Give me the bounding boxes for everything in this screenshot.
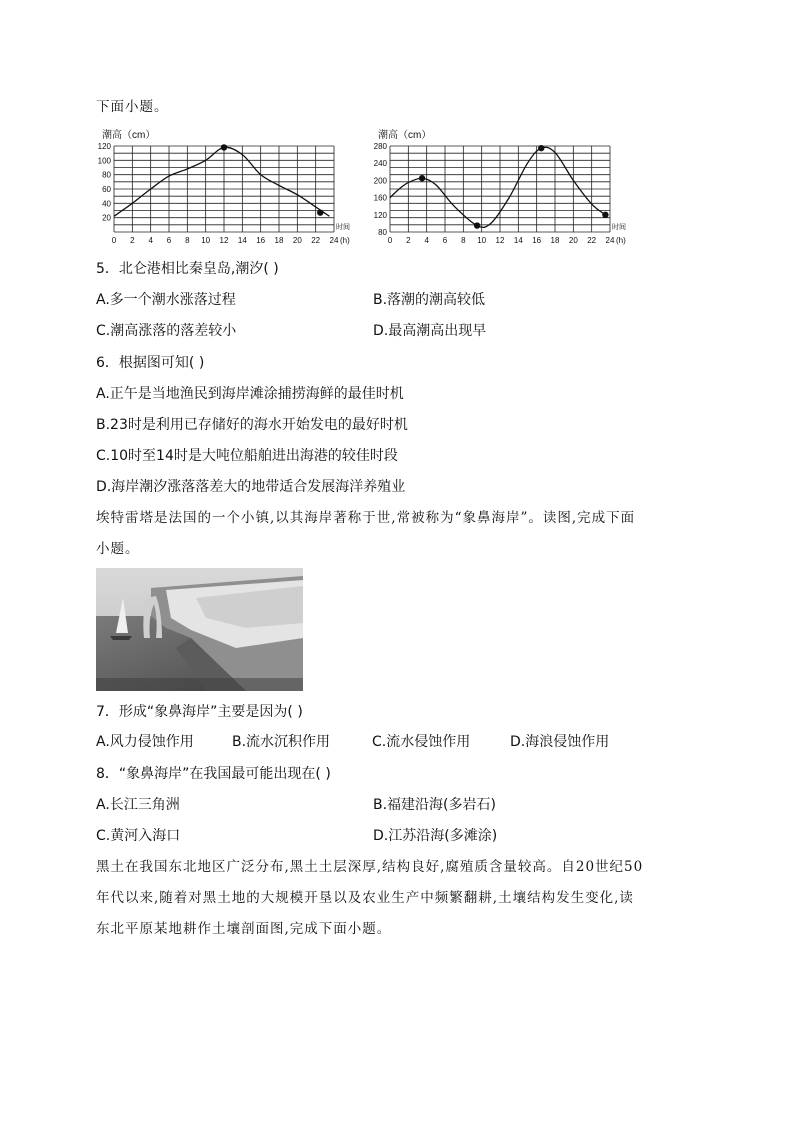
q6-option-d[interactable]: D.海岸潮汐涨落落差大的地带适合发展海洋养殖业 <box>96 479 406 495</box>
q5-option-d[interactable]: D.最高潮高出现早 <box>373 323 487 339</box>
tide-extreme-point <box>602 212 608 218</box>
y-tick-label: 240 <box>373 159 387 169</box>
x-axis-label-top: 时间 <box>612 224 626 231</box>
y-tick-label: 20 <box>102 213 111 223</box>
x-tick-label: 16 <box>256 236 266 245</box>
y-tick-label: 200 <box>373 176 387 186</box>
x-tick-label: 8 <box>185 236 190 245</box>
x-tick-label: 6 <box>166 236 172 245</box>
q8-option-b[interactable]: B.福建沿海(多岩石) <box>373 797 496 813</box>
tide-chart-left <box>92 128 354 248</box>
x-tick-label: 18 <box>550 236 560 245</box>
passage3-line3: 东北平原某地耕作土壤剖面图,完成下面小题。 <box>96 921 392 937</box>
q7-option-b[interactable]: B.流水沉积作用 <box>232 734 331 750</box>
y-tick-label: 100 <box>97 156 111 166</box>
x-tick-label: 14 <box>237 236 247 245</box>
q5-option-c[interactable]: C.潮高涨落的落差较小 <box>96 323 237 339</box>
y-tick-label: 280 <box>373 142 387 151</box>
q5-option-a[interactable]: A.多一个潮水涨落过程 <box>96 292 236 308</box>
passage3-line2: 年代以来,随着对黑土地的大规模开垦以及农业生产中频繁翻耕,土壤结构发生变化,读 <box>96 890 634 906</box>
x-tick-label: 10 <box>201 236 211 245</box>
x-axis-label-bottom: (h) <box>616 236 626 245</box>
q8-option-c[interactable]: C.黄河入海口 <box>96 828 181 844</box>
tide-extreme-point <box>538 145 544 151</box>
y-axis-label: 潮高（cm） <box>102 130 156 141</box>
x-tick-label: 24 <box>605 236 615 245</box>
y-axis-label: 潮高（cm） <box>378 130 432 141</box>
x-tick-label: 24 <box>329 236 339 245</box>
x-tick-label: 6 <box>442 236 448 245</box>
q6-option-c[interactable]: C.10时至14时是大吨位船舶进出海港的较佳时段 <box>96 448 398 464</box>
q6-stem: 6．根据图可知( ) <box>96 355 205 371</box>
y-tick-label: 160 <box>373 193 387 203</box>
intro-lead: 下面小题。 <box>96 99 169 115</box>
x-axis-label-bottom: (h) <box>340 236 350 245</box>
tide-extreme-point <box>221 144 227 150</box>
x-tick-label: 22 <box>311 236 321 245</box>
passage2-line2: 小题。 <box>96 541 140 557</box>
tide-chart-right <box>368 128 630 248</box>
y-tick-label: 80 <box>102 170 111 180</box>
y-tick-label: 60 <box>102 185 111 194</box>
y-tick-label: 120 <box>97 142 111 151</box>
x-tick-label: 14 <box>513 236 523 245</box>
q5-stem: 5．北仑港相比秦皇岛,潮汐( ) <box>96 261 279 277</box>
x-tick-label: 0 <box>387 236 393 245</box>
y-tick-label: 120 <box>373 210 387 220</box>
x-tick-label: 2 <box>130 236 135 245</box>
q7-option-c[interactable]: C.流水侵蚀作用 <box>372 734 471 750</box>
x-tick-label: 10 <box>477 236 487 245</box>
q6-option-b[interactable]: B.23时是利用已存储好的海水开始发电的最好时机 <box>96 417 408 433</box>
passage2-line1: 埃特雷塔是法国的一个小镇,以其海岸著称于世,常被称为“象鼻海岸”。读图,完成下面 <box>96 510 636 526</box>
x-axis-label-top: 时间 <box>336 224 350 231</box>
coast-photo <box>96 568 303 691</box>
y-tick-label: 40 <box>102 199 111 209</box>
tide-extreme-point <box>474 222 480 228</box>
x-tick-label: 4 <box>424 236 429 245</box>
tide-extreme-point <box>317 209 323 215</box>
q7-option-a[interactable]: A.风力侵蚀作用 <box>96 734 194 750</box>
q8-stem: 8．“象鼻海岸”在我国最可能出现在( ) <box>96 766 331 782</box>
x-tick-label: 4 <box>148 236 153 245</box>
x-tick-label: 0 <box>111 236 117 245</box>
q8-option-a[interactable]: A.长江三角洲 <box>96 797 180 813</box>
x-tick-label: 20 <box>292 236 302 245</box>
q7-option-d[interactable]: D.海浪侵蚀作用 <box>510 734 610 750</box>
x-tick-label: 22 <box>587 236 597 245</box>
x-tick-label: 16 <box>532 236 542 245</box>
x-tick-label: 12 <box>219 236 229 245</box>
q6-option-a[interactable]: A.正午是当地渔民到海岸滩涂捕捞海鲜的最佳时机 <box>96 386 404 402</box>
x-tick-label: 8 <box>461 236 466 245</box>
q5-option-b[interactable]: B.落潮的潮高较低 <box>373 292 486 308</box>
x-tick-label: 20 <box>568 236 578 245</box>
tide-extreme-point <box>419 175 425 181</box>
q7-stem: 7．形成“象鼻海岸”主要是因为( ) <box>96 704 303 720</box>
passage3-line1: 黑土在我国东北地区广泛分布,黑土土层深厚,结构良好,腐殖质含量较高。自20世纪50 <box>96 859 644 875</box>
q8-option-d[interactable]: D.江苏沿海(多滩涂) <box>373 828 498 844</box>
x-tick-label: 12 <box>495 236 505 245</box>
y-tick-label: 80 <box>378 228 387 237</box>
x-tick-label: 18 <box>274 236 284 245</box>
x-tick-label: 2 <box>406 236 411 245</box>
